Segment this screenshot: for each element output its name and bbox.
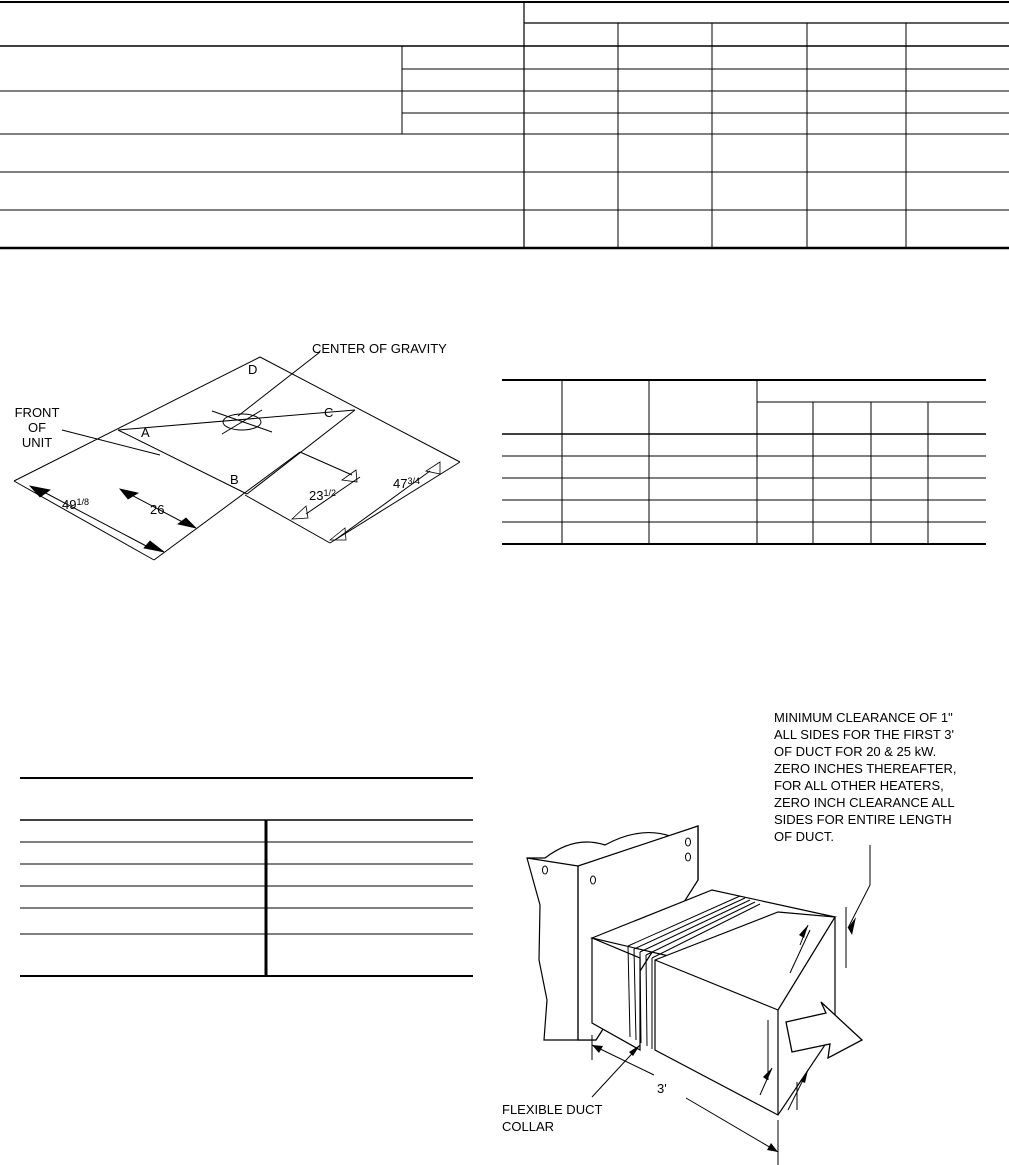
center-of-gravity-label: CENTER OF GRAVITY [312,341,447,356]
top-table [0,2,1009,248]
clearance-note-4: ZERO INCHES THEREAFTER, [774,761,957,776]
weight-table [502,380,986,544]
front-label-1: FRONT [14,405,60,420]
corner-a: A [141,425,150,440]
clearance-note-3: OF DUCT FOR 20 & 25 kW. [774,744,937,759]
cog-diagram [14,341,460,560]
clearance-note-1: MINIMUM CLEARANCE OF 1" [774,710,953,725]
clearance-note-2: ALL SIDES FOR THE FIRST 3' [774,727,954,742]
corner-d: D [248,362,258,377]
dim-26: 26 [150,502,165,517]
dim-49: $49^{1/8}$ [62,497,89,512]
clearance-note-7: SIDES FOR ENTIRE LENGTH [774,812,952,827]
dim-47: $47^{3/4}$ [393,476,420,491]
corner-c: C [324,405,334,420]
collar-label-2: COLLAR [502,1119,555,1134]
clearance-note-8: OF DUCT. [774,829,834,844]
front-label-2: OF [27,420,47,435]
clearance-table [20,778,473,976]
front-label-3: UNIT [21,435,53,450]
dim-23: $23^{1/2}$ [309,488,336,503]
duct-length-label: 3' [657,1081,667,1096]
clearance-note-6: ZERO INCH CLEARANCE ALL [774,795,955,810]
clearance-note-5: FOR ALL OTHER HEATERS, [774,778,944,793]
collar-label-1: FLEXIBLE DUCT [502,1102,603,1117]
corner-b: B [230,472,239,487]
duct-diagram [502,710,957,1165]
